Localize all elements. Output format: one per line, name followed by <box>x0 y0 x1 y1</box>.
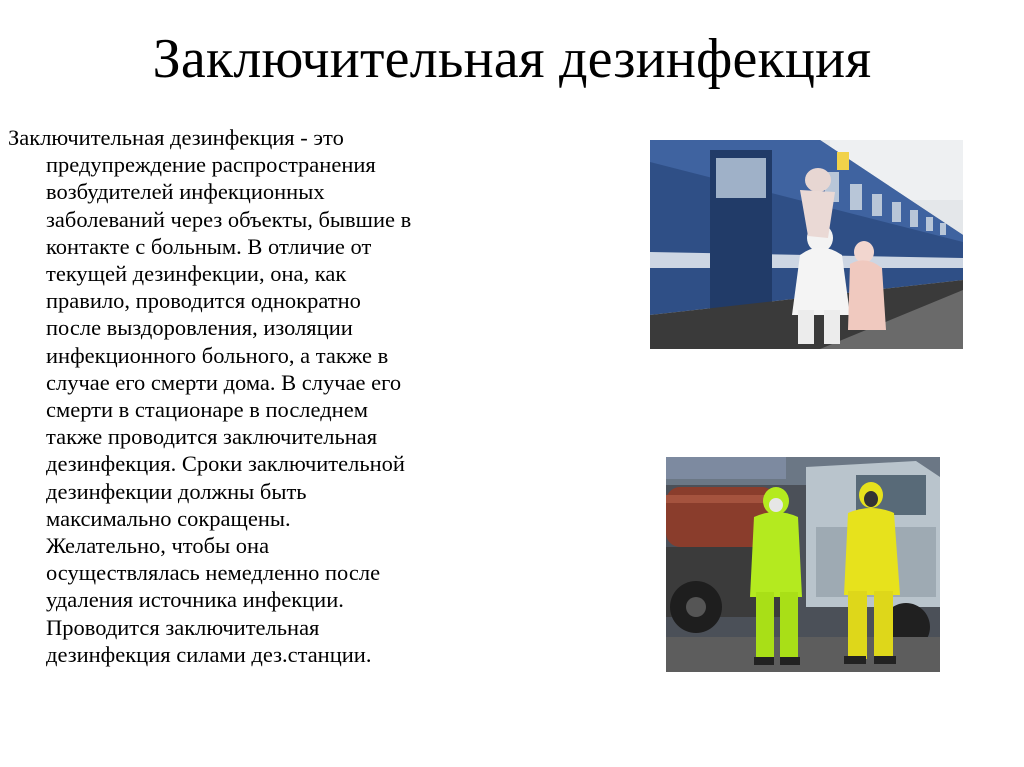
truck-photo-illustration <box>666 457 940 672</box>
body-line: дезинфекции должны быть <box>46 478 307 504</box>
body-line: предупреждение распространения <box>46 152 376 178</box>
body-line: максимально сокращены. <box>46 505 291 531</box>
body-line: заболеваний через объекты, бывшие в <box>46 206 412 232</box>
body-line: дезинфекция. Сроки заключительной <box>46 451 405 477</box>
body-line: контакте с больным. В отличие от <box>46 233 372 259</box>
body-line: правило, проводится однократно <box>46 288 361 314</box>
train-photo-illustration <box>650 140 963 349</box>
body-line: Проводится заключительная <box>46 614 320 640</box>
body-line: после выздоровления, изоляции <box>46 315 353 341</box>
body-line: случае его смерти дома. В случае его <box>46 369 402 395</box>
disinfection-workers-truck-photo <box>666 457 940 672</box>
body-line: смерти в стационаре в последнем <box>46 397 368 423</box>
body-line: инфекционного больного, а также в <box>46 342 389 368</box>
body-line: осуществлялась немедленно после <box>46 560 381 586</box>
body-line: Заключительная дезинфекция - это <box>8 125 344 150</box>
body-line: дезинфекция силами дез.станции. <box>46 641 372 667</box>
body-paragraph <box>8 124 568 668</box>
body-line: Желательно, чтобы она <box>46 533 270 559</box>
body-line: текущей дезинфекции, она, как <box>46 261 347 287</box>
disinfection-workers-train-photo <box>650 140 963 349</box>
body-line: возбудителей инфекционных <box>46 179 325 205</box>
slide-title: Заключительная дезинфекция <box>152 28 872 90</box>
body-line: удаления источника инфекции. <box>46 587 344 613</box>
body-line: также проводится заключительная <box>46 424 378 450</box>
